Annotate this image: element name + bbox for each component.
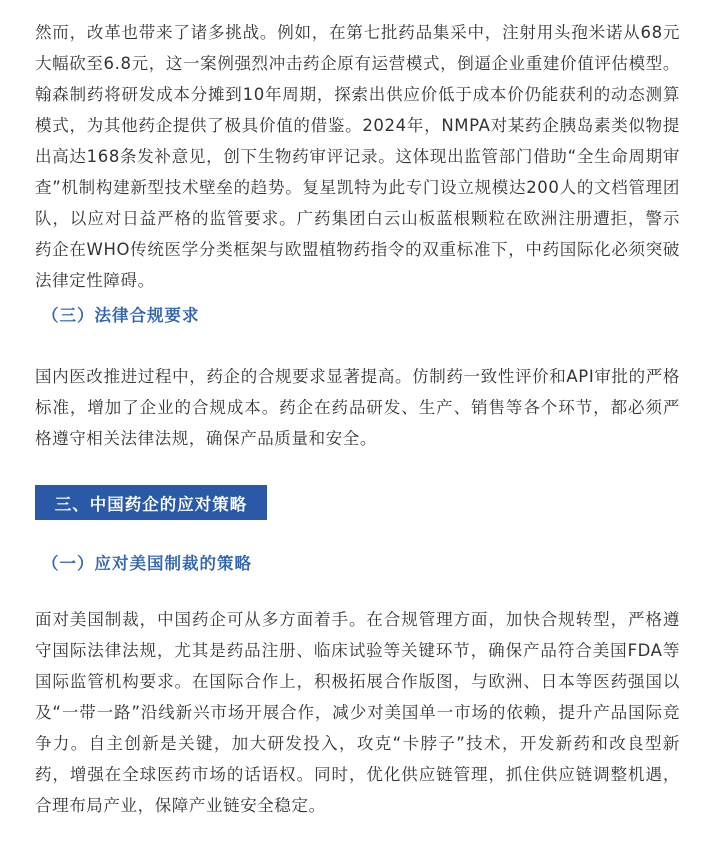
sanctions-strategy-subheading: （一）应对美国制裁的策略 [42,554,252,573]
section-heading-text: 三、中国药企的应对策略 [54,494,248,514]
strategy-paragraph: 面对美国制裁，中国药企可从多方面着手。在合规管理方面，加快合规转型，严格遵守国际法律法规，尤其是药品注册、临床试验等关键环节，确保产品符合美国FDA等国际监管机构要求。在国际合作上，积极拓展合作版图，与欧洲、日本等医药强国以及“一带一路”沿线新兴市场开展合作，减少对美国单一市场的依赖，提升产品国际竞争力。自主创新是关键，加大研发投入，攻克“卡脖子”技术，开发新药和改良型新药，增强在全球医药市场的话语权。同时，优化供应链管理，抓住供应链调整机遇，合理布局产业，保障产业链安全稳定。 [35,610,680,815]
challenges-paragraph: 然而，改革也带来了诸多挑战。例如，在第七批药品集采中，注射用头孢米诺从68元大幅砍至6.8元，这一案例强烈冲击药企原有运营模式，倒逼企业重建价值评估模型。翰森制药将研发成本分摊到10年周期，探索出供应价低于成本价仍能获利的动态测算模式，为其他药企提供了极具价值的借鉴。2024年，NMPA对某药企胰岛素类似物提出高达168条发补意见，创下生物药审评记录。这体现出监管部门借助“全生命周期审查”机制构建新型技术壁垒的趋势。复星凯特为此专门设立规模达200人的文档管理团队，以应对日益严格的监管要求。广药集团白云山板蓝根颗粒在欧洲注册遭拒，警示药企在WHO传统医学分类框架与欧盟植物药指令的双重标准下，中药国际化必须突破法律定性障碍。 [35,23,680,290]
legal-compliance-subheading: （三）法律合规要求 [42,306,200,325]
section-heading-banner [35,485,267,520]
compliance-paragraph: 国内医改推进过程中，药企的合规要求显著提高。仿制药一致性评价和API审批的严格标准，增加了企业的合规成本。药企在药品研发、生产、销售等各个环节，都必须严格遵守相关法律法规，确保产品质量和安全。 [35,367,680,448]
